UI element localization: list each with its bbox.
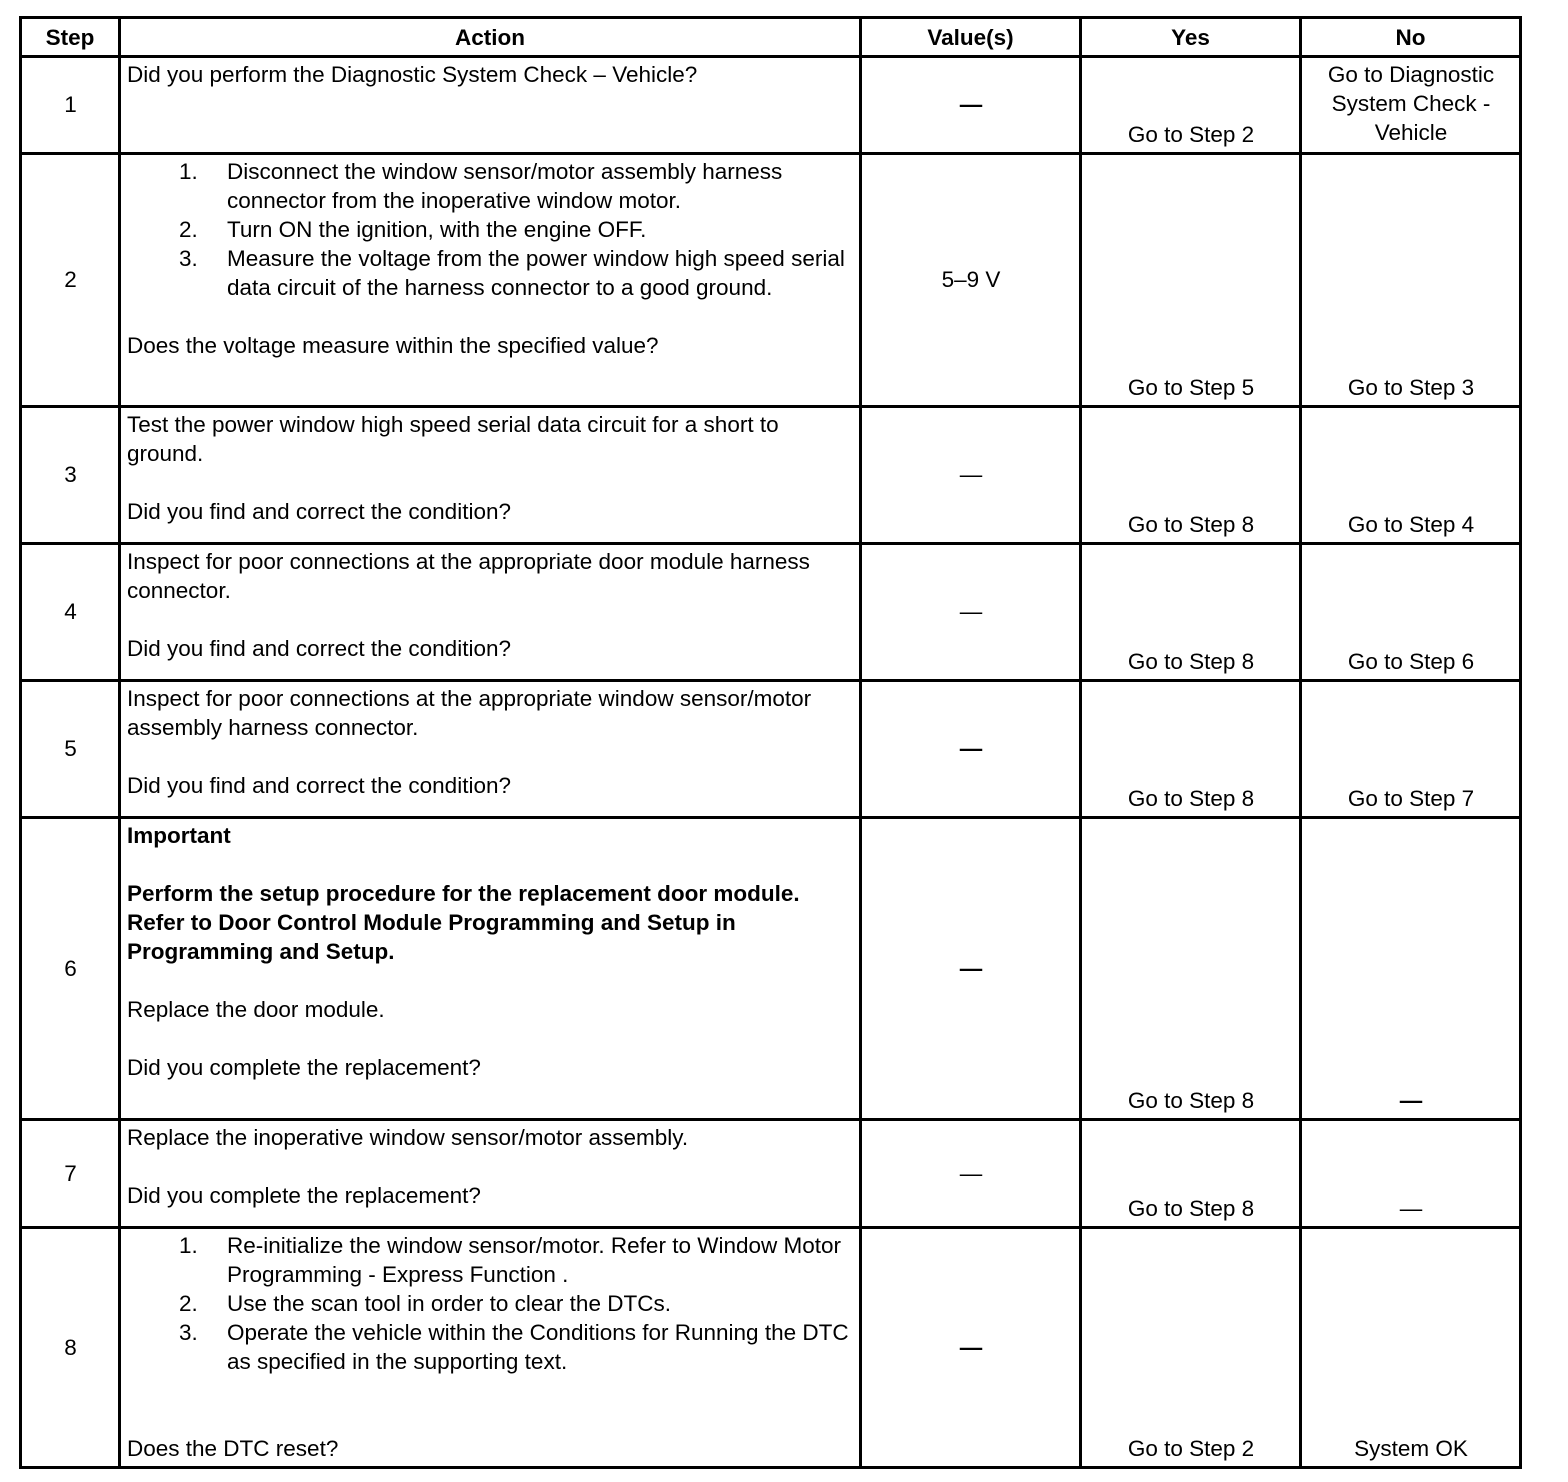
table-row	[21, 407, 1521, 544]
action-text: Replace the door module.	[127, 997, 385, 1022]
yes-cell: Go to Step 2	[1081, 57, 1301, 154]
list-text: Turn ON the ignition, with the engine OFF.	[227, 217, 647, 242]
list-number: 3.	[179, 1320, 198, 1345]
value-cell: 5–9 V	[861, 154, 1081, 407]
step-number: 8	[21, 1228, 120, 1468]
yes-cell: Go to Step 8	[1081, 544, 1301, 681]
header-yes: Yes	[1081, 18, 1301, 57]
list-number: 1.	[179, 159, 198, 184]
list-item	[127, 215, 854, 244]
no-cell: Go to Step 7	[1301, 681, 1521, 818]
list-number: 2.	[179, 217, 198, 242]
step-number: 1	[21, 57, 120, 154]
value-cell: —	[861, 681, 1081, 818]
action-text: Replace the inoperative window sensor/motor assembly.	[127, 1125, 689, 1150]
header-values: Value(s)	[861, 18, 1081, 57]
list-item	[127, 157, 854, 215]
no-cell: —	[1301, 1120, 1521, 1228]
spacer	[127, 605, 854, 634]
step-number: 3	[21, 407, 120, 544]
list-text: Use the scan tool in order to clear the DTCs.	[227, 1291, 671, 1316]
action-text: Inspect for poor connections at the appropriate window sensor/motor assembly harness connector.	[127, 686, 812, 740]
step-number: 4	[21, 544, 120, 681]
no-cell: Go to Step 6	[1301, 544, 1521, 681]
spacer	[127, 850, 854, 879]
important-label: Important	[127, 823, 231, 848]
question-text: Does the voltage measure within the specified value?	[127, 333, 659, 358]
value-cell: —	[861, 544, 1081, 681]
list-item	[127, 1289, 854, 1318]
list-item	[127, 244, 854, 302]
diagnostic-table	[19, 16, 1522, 1469]
header-no: No	[1301, 18, 1521, 57]
action-cell	[120, 681, 861, 818]
no-cell: —	[1301, 818, 1521, 1120]
procedure-list	[127, 157, 854, 302]
action-cell	[120, 154, 861, 407]
table-row	[21, 1228, 1521, 1468]
spacer	[127, 742, 854, 771]
action-cell	[120, 818, 861, 1120]
spacer	[127, 1024, 854, 1053]
value-cell: —	[861, 57, 1081, 154]
value-cell: —	[861, 1228, 1081, 1468]
list-text: Re-initialize the window sensor/motor. Refer to Window Motor Programming - Express Function .	[227, 1233, 841, 1287]
yes-cell: Go to Step 8	[1081, 1120, 1301, 1228]
yes-cell: Go to Step 8	[1081, 818, 1301, 1120]
question-text: Did you complete the replacement?	[127, 1055, 481, 1080]
question-text: Did you complete the replacement?	[127, 1183, 481, 1208]
header-step: Step	[21, 18, 120, 57]
step-number: 2	[21, 154, 120, 407]
list-item	[127, 1318, 854, 1376]
table-row	[21, 818, 1521, 1120]
list-number: 1.	[179, 1233, 198, 1258]
list-item	[127, 1231, 854, 1289]
yes-cell: Go to Step 5	[1081, 154, 1301, 407]
spacer	[127, 302, 854, 331]
value-cell: —	[861, 818, 1081, 1120]
header-action: Action	[120, 18, 861, 57]
question-text: Did you find and correct the condition?	[127, 773, 511, 798]
action-text: Inspect for poor connections at the appropriate door module harness connector.	[127, 549, 810, 603]
table-row	[21, 57, 1521, 154]
important-note: Perform the setup procedure for the replacement door module. Refer to Door Control Module Programming and Setup in Programming and Setup.	[127, 881, 800, 964]
list-text: Disconnect the window sensor/motor assembly harness connector from the inoperative window motor.	[227, 159, 783, 213]
procedure-list	[127, 1231, 854, 1376]
spacer	[127, 468, 854, 497]
action-cell	[120, 1120, 861, 1228]
step-number: 6	[21, 818, 120, 1120]
table-row	[21, 681, 1521, 818]
action-cell	[120, 1228, 861, 1468]
no-cell: Go to Step 3	[1301, 154, 1521, 407]
step-number: 5	[21, 681, 120, 818]
yes-cell: Go to Step 2	[1081, 1228, 1301, 1468]
spacer	[127, 1152, 854, 1181]
list-text: Operate the vehicle within the Conditions for Running the DTC as specified in the supporting text.	[227, 1320, 849, 1374]
yes-cell: Go to Step 8	[1081, 681, 1301, 818]
question-text: Does the DTC reset?	[127, 1436, 339, 1461]
question-text: Did you find and correct the condition?	[127, 499, 511, 524]
list-number: 3.	[179, 246, 198, 271]
spacer	[127, 1376, 854, 1434]
step-number: 7	[21, 1120, 120, 1228]
list-number: 2.	[179, 1291, 198, 1316]
table-row	[21, 1120, 1521, 1228]
value-cell: —	[861, 407, 1081, 544]
no-cell: Go to Diagnostic System Check - Vehicle	[1301, 57, 1521, 154]
no-cell: Go to Step 4	[1301, 407, 1521, 544]
question-text: Did you find and correct the condition?	[127, 636, 511, 661]
action-cell	[120, 544, 861, 681]
header-row	[21, 18, 1521, 57]
action-cell	[120, 407, 861, 544]
action-text: Did you perform the Diagnostic System Check – Vehicle?	[127, 62, 698, 87]
spacer	[127, 966, 854, 995]
action-text: Test the power window high speed serial data circuit for a short to ground.	[127, 412, 779, 466]
table-row	[21, 154, 1521, 407]
action-cell	[120, 57, 861, 154]
yes-cell: Go to Step 8	[1081, 407, 1301, 544]
table-row	[21, 544, 1521, 681]
no-cell: System OK	[1301, 1228, 1521, 1468]
list-text: Measure the voltage from the power window high speed serial data circuit of the harness connector to a good ground.	[227, 246, 845, 300]
value-cell: —	[861, 1120, 1081, 1228]
